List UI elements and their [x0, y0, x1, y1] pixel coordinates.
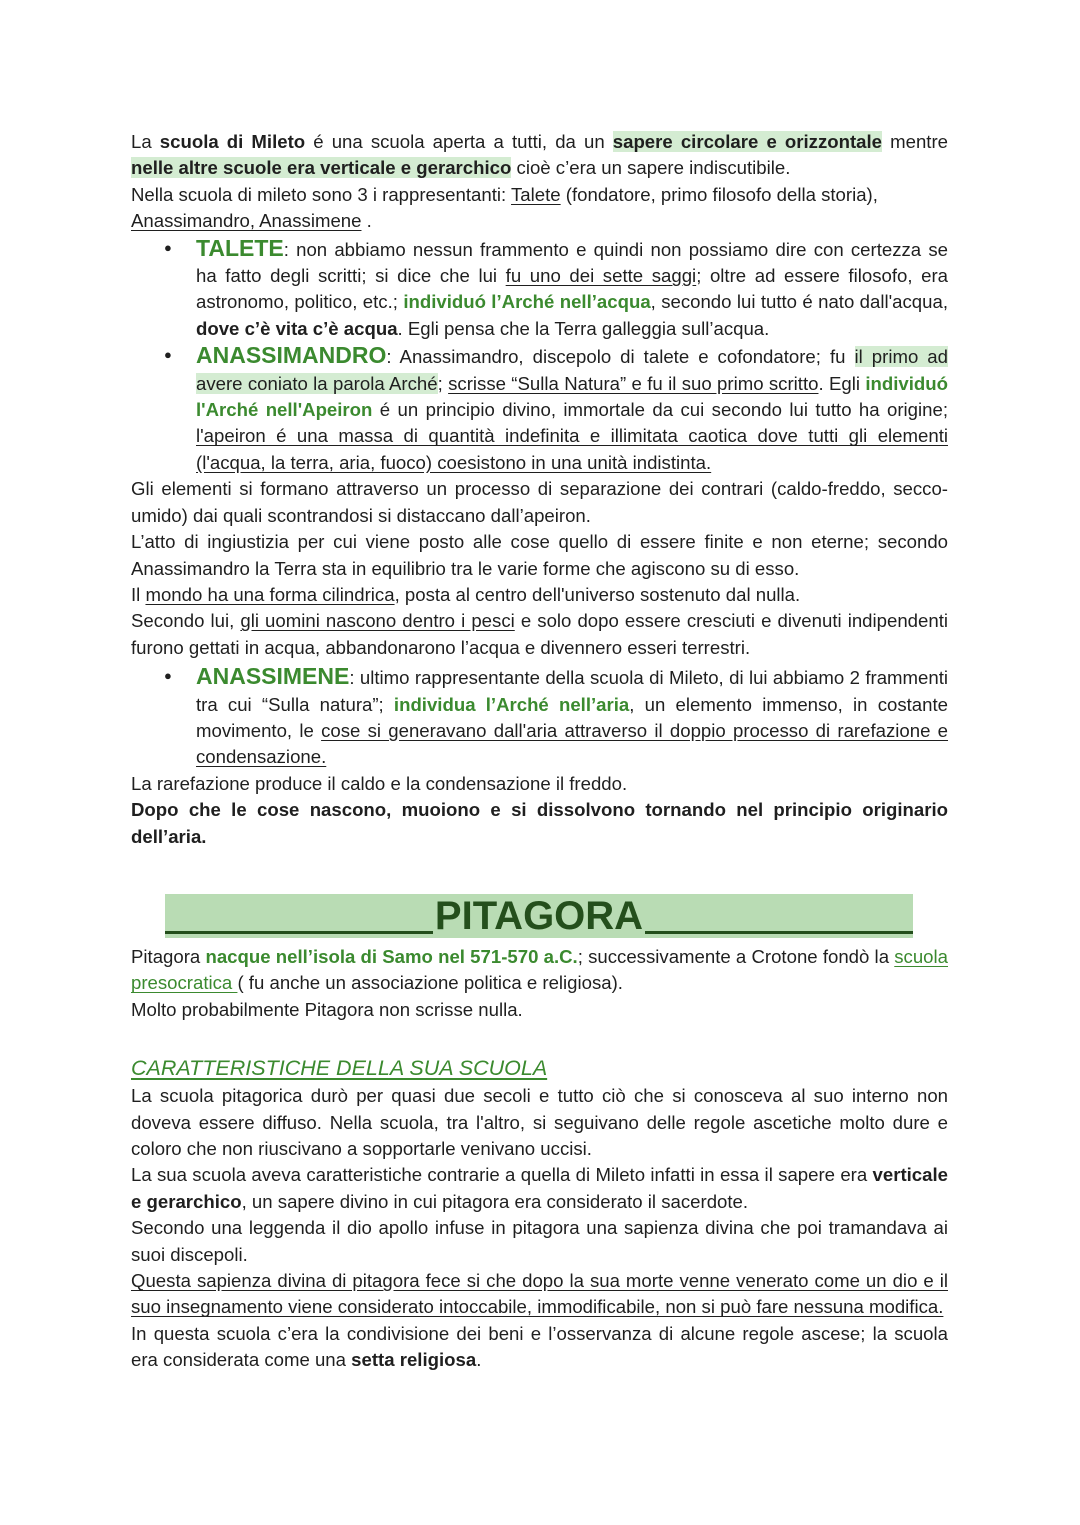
highlighted-text: sapere circolare e orizzontale: [612, 131, 883, 152]
text: La sua scuola aveva caratteristiche contrarie a quella di Mileto infatti in essa il sapere era: [131, 1164, 873, 1186]
text: mentre: [882, 131, 948, 152]
underlined-text: mondo ha una forma cilindrica: [145, 583, 395, 605]
text: . Egli: [818, 372, 866, 394]
list-item-anassimandro: [196, 342, 948, 476]
document-body: [131, 129, 948, 1374]
green-bold-text: nacque nell’isola di Samo nel 571-570 a.C.: [205, 945, 578, 967]
text: Pitagora: [131, 945, 206, 967]
banner-underline-right: [645, 931, 913, 934]
green-bold-text: individuó l'Arché nell'Apeiron: [196, 372, 948, 421]
highlighted-text: il primo ad avere coniato la parola Arché: [196, 346, 948, 394]
text: In questa scuola c’era la condivisione dei beni e l’osservanza di alcune regole ascese; la scuola era considerata come una: [131, 1322, 948, 1371]
text: e solo dopo essere cresciuti e divenuti indipendenti furono gettati in acqua, abbandonarono l’acqua e divennero esseri terrestri.: [131, 610, 949, 658]
text: , posta al centro dell'universo sostenuto dal nulla.: [394, 583, 801, 605]
term-heading: ANASSIMANDRO: [196, 342, 387, 369]
text: : ultimo rappresentante della scuola di Mileto, di lui abbiamo 2 frammenti tra cui “Sulla natura”;: [196, 667, 948, 715]
paragraph-conclusion: Dopo che le cose nascono, muoiono e si dissolvono tornando nel principio originario dell’aria.: [131, 799, 948, 847]
text: : non abbiamo nessun frammento e quindi non possiamo dire con certezza se ha fatto degli scritti; si dice che lui: [196, 238, 948, 287]
paragraph-injustice: L’atto di ingiustizia per cui viene posto alle cose quello di essere finite e non eterne; secondo Anassimandro la Terra sta in equilibrio tra le varie forme che agiscono su di esso.: [131, 531, 948, 579]
paragraph-cylinder: [131, 582, 948, 608]
paragraph-mileto-intro: [131, 129, 948, 182]
paragraph-divine-wisdom: Questa sapienza divina di pitagora fece si che dopo la sua morte venne venerato come un dio e il suo insegnamento viene considerato intoccabile, immodificabile, non si può fare nessuna modifica.: [131, 1270, 948, 1318]
paragraph-no-writings: Molto probabilmente Pitagora non scrisse nulla.: [131, 998, 523, 1020]
paragraph-apollo-legend: Secondo una leggenda il dio apollo infuse in pitagora una sapienza divina che poi tramandava ai suoi discepoli.: [131, 1217, 948, 1265]
text: Secondo lui,: [131, 610, 241, 632]
bold-text: dove c’è vita c’è acqua: [196, 317, 398, 339]
text: La: [131, 131, 160, 152]
paragraph-representatives: [131, 182, 948, 235]
text: ; oltre ad essere filosofo, era astronomo, politico, etc.;: [196, 265, 948, 313]
text: Nella scuola di mileto sono 3 i rappresentanti:: [131, 183, 512, 205]
text: ; successivamente a Crotone fondò la: [577, 945, 895, 967]
underlined-text: fu uno dei sette saggi: [505, 265, 697, 287]
scuola-presocratica-link[interactable]: scuola presocratica: [131, 945, 948, 994]
underlined-text: cose si generavano dall'aria attraverso il doppio processo di rarefazione e condensazione.: [196, 719, 949, 768]
underlined-text: Anassimandro, Anassimene: [131, 210, 362, 232]
underlined-text: gli uomini nascono dentro i pesci: [240, 610, 515, 632]
paragraph-fish: [131, 608, 948, 661]
text: .: [361, 210, 372, 232]
paragraph-pitagora-birth: [131, 944, 948, 997]
underlined-text: Talete: [511, 183, 561, 205]
text: : Anassimandro, discepolo di talete e cofondatore; fu: [386, 346, 855, 368]
section-title-caratteristiche: CARATTERISTICHE DELLA SUA SCUOLA: [131, 1056, 548, 1081]
text: . Egli pensa che la Terra galleggia sull’acqua.: [397, 317, 770, 339]
text: (fondatore, primo filosofo della storia),: [560, 183, 878, 205]
paragraph-religious-sect: [131, 1321, 948, 1374]
green-bold-text: individua l’Arché nell’aria: [393, 693, 630, 715]
text: , un sapere divino in cui pitagora era considerato il sacerdote.: [241, 1190, 749, 1212]
text: cioè c’era un sapere indiscutibile.: [511, 157, 791, 179]
underlined-text: l'apeiron é una massa di quantità indefinita e illimitata caotica dove tutti gli elementi (l'acqua, la terra, aria, fuoco) coesistono in una unità indistinta.: [196, 425, 948, 473]
green-bold-text: individuó l’Arché nell’acqua: [403, 291, 651, 313]
list-item-anassimene: [196, 663, 948, 771]
term-heading: ANASSIMENE: [196, 663, 350, 690]
text: ;: [437, 372, 449, 394]
text: Il: [131, 583, 146, 605]
banner-underline-left: [165, 931, 433, 934]
text: ( fu anche un associazione politica e religiosa).: [237, 972, 623, 994]
text: .: [476, 1349, 482, 1371]
text: , secondo lui tutto é nato dall'acqua,: [650, 291, 948, 313]
term-heading: TALETE: [196, 234, 284, 261]
text: é un principio divino, immortale da cui secondo lui tutto ha origine;: [372, 399, 948, 421]
banner-title: PITAGORA: [434, 893, 644, 938]
paragraph-pythagorean-school: La scuola pitagorica durò per quasi due secoli e tutto ciò che si conosceva al suo interno non doveva essere diffuso. Nella scuola, tra l'altro, si seguivano delle regole ascetiche molto dure e coloro che non riuscivano a sopportarle venivano uccisi.: [131, 1085, 948, 1159]
underlined-text: scrisse “Sulla Natura” e fu il suo primo scritto: [448, 372, 819, 394]
paragraph-elements: Gli elementi si formano attraverso un processo di separazione dei contrari (caldo-freddo, secco-umido) dai quali scontrandosi si distaccano dall’apeiron.: [131, 478, 948, 526]
text: é una scuola aperta a tutti, da un: [305, 131, 613, 152]
bullet-list-anassimene: [131, 663, 948, 771]
section-banner-pitagora: [165, 894, 913, 938]
text: , un elemento immenso, in costante movimento, le: [196, 693, 948, 741]
paragraph-vertical-knowledge: [131, 1162, 948, 1215]
list-item-talete: [196, 235, 948, 343]
bold-text: verticale e gerarchico: [131, 1164, 948, 1212]
bold-text: scuola di Mileto: [159, 131, 306, 152]
paragraph-rarefaction: La rarefazione produce il caldo e la condensazione il freddo.: [131, 772, 628, 794]
bold-text: setta religiosa: [351, 1349, 477, 1371]
bullet-list-philosophers: [131, 235, 948, 477]
highlighted-text: nelle altre scuole era verticale e gerarchico: [131, 157, 512, 179]
